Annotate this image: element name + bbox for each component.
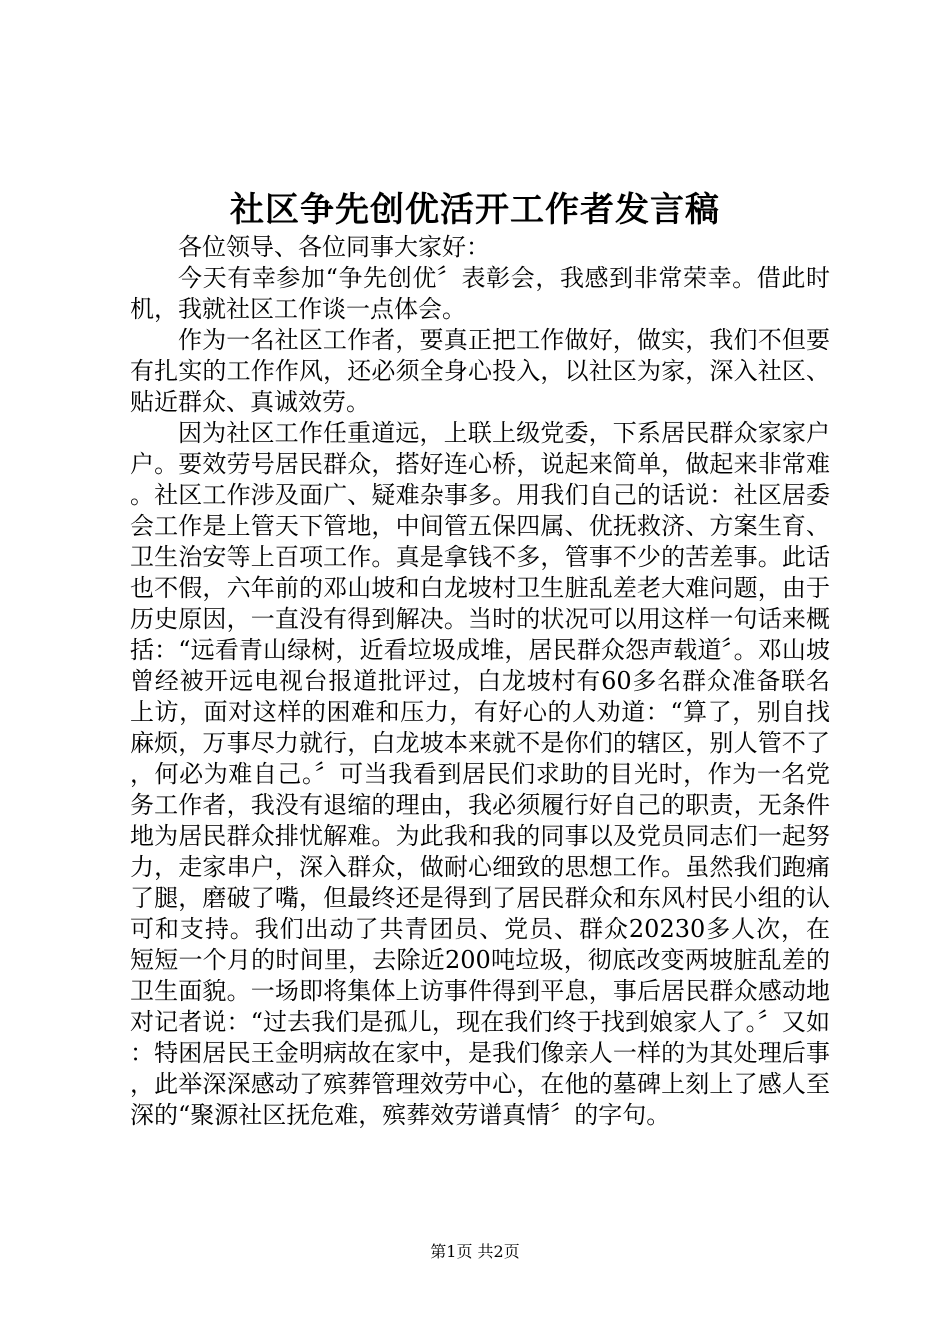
paragraph-intro: 今天有幸参加“争先创优〞表彰会，我感到非常荣幸。借此时机，我就社区工作谈一点体会。 — [130, 264, 830, 323]
document-title: 社区争先创优活开工作者发言稿 — [230, 190, 720, 230]
paragraph-role: 作为一名社区工作者，要真正把工作做好，做实，我们不但要有扎实的工作作风，还必须全身心投入，以社区为家，深入社区、贴近群众、真诚效劳。 — [130, 326, 830, 416]
document-body — [130, 232, 830, 1131]
paragraph-greeting: 各位领导、各位同事大家好： — [178, 233, 490, 261]
paragraph-story: 因为社区工作任重道远，上联上级党委，下系居民群众家家户户。要效劳号居民群众，搭好连心桥，说起来简单，做起来非常难。社区工作涉及面广、疑难杂事多。用我们自己的话说：社区居委会工作是上管天下管地，中间管五保四属、优抚救济、方案生育、卫生治安等上百项工作。真是拿钱不多，管事不少的苦差事。此话也不假，六年前的邓山坡和白龙坡村卫生脏乱差老大难问题，由于历史原因，一直没有得到解决。当时的状况可以用这样一句话来概括：“远看青山绿树，近看垃圾成堆，居民群众怨声载道〞。邓山坡曾经被开远电视台报道批评过，白龙坡村有60多名群众准备联名上访，面对这样的困难和压力，有好心的人劝道：“算了，别自找麻烦，万事尽力就行，白龙坡本来就不是你们的辖区，别人管不了，何必为难自己。〞可当我看到居民们求助的目光时，作为一名党务工作者，我没有退缩的理由，我必须履行好自己的职责，无条件地为居民群众排忧解难。为此我和我的同事以及党员同志们一起努力，走家串户，深入群众，做耐心细致的思想工作。虽然我们跑痛了腿，磨破了嘴，但最终还是得到了居民群众和东风村民小组的认可和支持。我们出动了共青团员、党员、群众20230多人次，在短短一个月的时间里，去除近200吨垃圾，彻底改变两坡脏乱差的卫生面貌。一场即将集体上访事件得到平息，事后居民群众感动地对记者说：“过去我们是孤儿，现在我们终于找到娘家人了。〞又如：特困居民王金明病故在家中，是我们像亲人一样的为其处理后事，此举深深感动了殡葬管理效劳中心，在他的墓碑上刻上了感人至深的“聚源社区抚危难，殡葬效劳谱真情〞的字句。 — [130, 419, 830, 1129]
page-number-footer: 第1页 共2页 — [430, 1242, 520, 1261]
